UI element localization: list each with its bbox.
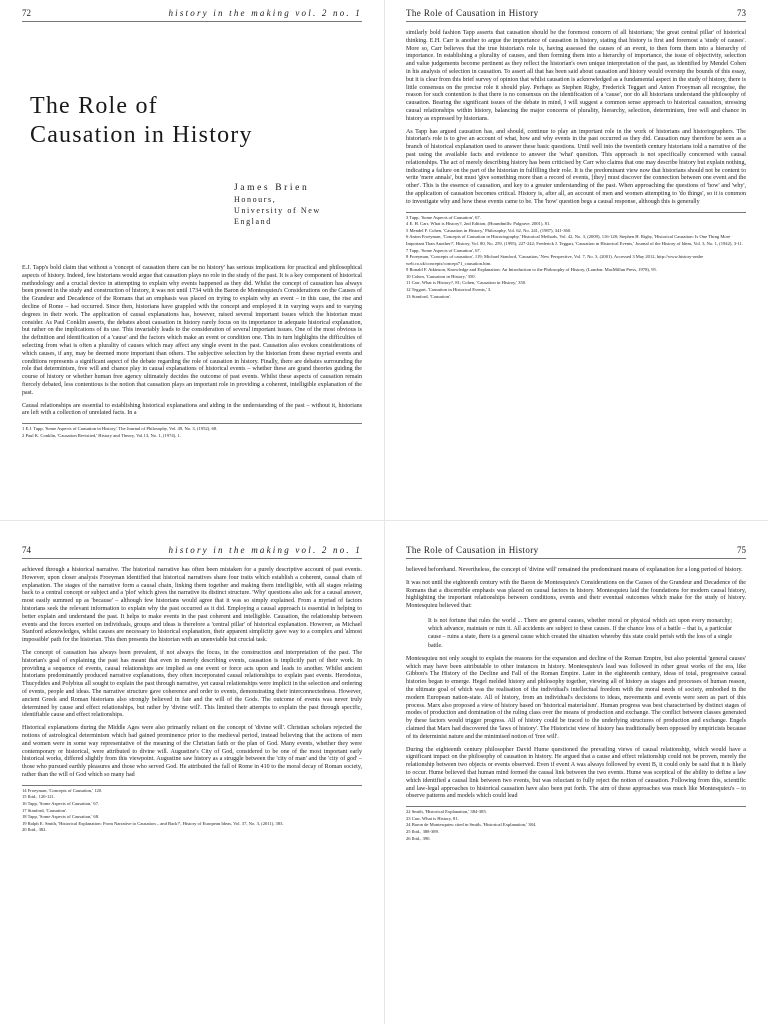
body <box>22 265 362 418</box>
footnote: 26 Ibid., 390. <box>406 835 431 841</box>
paragraph: During the eighteenth century philosopher David Hume questioned the prevailing views of causal relationship, which would have a significant impact on the philosophy of causation in history. He argued that a cause and effect relationship could not be proven, merely the relationship between two objects or events observed. Even if event A was always followed by event B, it could only be said that it is likely to occur. Hume believed that human mind formed the causal link between the two events. Hume was sceptical of the ability to define a law which identified a causal link between two events, but was reluctant to fully reject the notion of causation. Following from this, scientific and law-legal approaches to historical causation have also been put forth. The aim of these approaches was much like Montesquieu's – to observe patterns and models which could lead <box>406 746 746 800</box>
page-header <box>22 8 362 22</box>
footnotes <box>22 423 362 439</box>
author-affiliation: University of New England <box>234 206 321 226</box>
running-head: history in the making vol. 2 no. 1 <box>168 8 362 18</box>
footnote: 20 Ibid., 382. <box>22 827 47 833</box>
paragraph: achieved through a historical narrative. The historical narrative has often been mistaken for a purely descriptive account of past events. However, upon closer analysis Froeyman identified that historical narratives share four traits which establish a coherent, causal chain of explanation. The stages of the narrative form a causal chain, linking them together and making them intelligible, with all stages relating back to a central concept or subject and a 'plot' which gives the narrative its distinct structure. 'Why' questions also ask for a causal answer, most easily summed up as 'because' – although few historians would agree that it was so simply explained. From a myriad of factors historians seek the relevant information to explain why the past occurred as it did. Employing a causal approach is essential in helping to better explain and understand the past. It helps to make events in the past coherent and intelligible. Causation, the relationship between events and the forces exerted on individuals, groups and ideas is therefore a 'central pillar' of historical explanation. However, as Michael Stanford acknowledges, whilst causes are necessary to historical explanation, their apparent simplicity gave way to a complex and 'almost impossible' path for the historian. This then presents the historian with an unenviable but crucial task. <box>22 567 362 644</box>
footnote: 2 Paul K. Conklin, 'Causation Revisited,' History and Theory, Vol.13, No. 1, (1974), 1. <box>22 432 181 438</box>
footnote: 14 Froeyman, 'Concepts of Causation,' 120. <box>22 787 103 793</box>
footnote: 4 E. H. Carr, What is History?, 2nd Edition, (Houndmills: Palgrave, 2001), 81. <box>406 221 551 227</box>
body <box>406 567 746 801</box>
footnotes <box>406 806 746 842</box>
footnote: 15 Ibid., 120-121. <box>22 794 56 800</box>
page-number: 74 <box>22 545 31 555</box>
author-block <box>234 183 362 227</box>
paragraph: As Tapp has argued causation has, and should, continue to play an important role in the work of historians and historiographers. The historian's role is to give an account of what, how and why events in the past occurred as they did. Causation may therefore be seen as a branch of historical explanation used to answer these basic questions. Until well into the twentieth century historians told a narrative of the past using the available facts and evidence to answer the 'what' question. This approach is not specifically concerned with causal relationships. The act of merely describing history has been criticised by Carr who claims that one may describe history but explain nothing, indicating a failure on the part of the historian in fulfilling their role. It is the predominant view now that historians should not be content to write 'mere annals', but must 'give something more than a record of events, [they] must discover the connection between one event and the other'. This is the essence of causation, and key to a greater understanding of the past. When approaching the questions of 'how' and 'why', the application of causation becomes critical. History is, after all, an account of men and women attempting to 'do things', so it is common to investigate why and how these events came to be. The 'how' question begs a causal response, although this is generally <box>406 128 746 205</box>
paragraph: Historical explanations during the Middle Ages were also primarily reliant on the concept of 'divine will'. Christian scholars rejected the notions of astrological determinism which had gained prominence prior to the medieval period, instead believing that the actions of men and women were in some way representative of the meaning of the Christian faith or the plan of God. Many events, whether they were contemporary or historical, were attributed to divine will. Augustine's City of God, considered to be one of the most important early historical works, differed slightly from this viewpoint. Augustine saw history as a struggle between the 'city of man' and the 'city of god' – those who pursued earthly pleasures and those who served God. He attributed the fall of Rome in 410 to the moral decay of Roman society, rather than the will of God which so many had <box>22 725 362 778</box>
page-73 <box>406 8 746 498</box>
title-line-1: The Role of <box>30 93 158 119</box>
footnote: 19 Ralph E. Smith, 'Historical Explanation: From Narrative to Causation – and Back?', History of European Ideas, Vol. 37, No. 3, (2011), 383. <box>22 820 284 826</box>
footnote: 10 Cohen, 'Causation in History,' 350. <box>406 273 476 279</box>
page-number: 72 <box>22 8 31 18</box>
running-head: The Role of Causation in History <box>406 545 539 555</box>
footnotes <box>22 785 362 834</box>
title-line-2: Causation in History <box>30 122 253 148</box>
footnote: 13 Stanford, 'Causation'. <box>406 293 452 299</box>
paragraph: The concept of causation has always been prevalent, if not always the focus, in the construction and interpretation of the past. The historian's goal of explaining the past has meant that even in merely describing events, causation is implicitly part of their work. In providing a sequence of events, causal relationships are implied as one event or force acts upon and leads to another. Whilst ancient historians predominantly produced narrative explanations, they often incorporated causal relationships to explain past events. Herodotus, Thucydides and Polybius all sought to explain the past through narrative, yet causal relationships were implicit in the selection and ordering of events, people and ideas. The narrative structure gave coherence and order to events, demonstrating their interconnectedness. However, ancient Greek and Roman historians also strongly believed in fate and the will of the Gods. The outcome of events was never truly determined by cause and effect relationships, but rather by 'divine will'. This limited their attempts to explain the past through specific, identifiable cause and effect relationships. <box>22 649 362 719</box>
footnote: 12 Teggart, 'Causation in Historical Events,' 3. <box>406 287 492 293</box>
paragraph: Causal relationships are essential to establishing historical explanations and aiding in the understanding of the past – without it, historians are left with a collection of unrelated facts. In a <box>22 402 362 417</box>
paragraph: It was not until the eighteenth century with the Baron de Montesquieu's Considerations on the Causes of the Grandeur and Decadence of the Romans that a discernible emphasis was placed on causal factors in history. Montesquieu laid the foundations for modern causal history, highlighting the important relationships between conditions, events and their eventual outcomes which make for the study of history. Montesquieu believed that: <box>406 579 746 610</box>
paragraph: similarly bold fashion Tapp asserts that causation should be the foremost concern of all historians; 'the great central pillar' of historical thinking. E.H. Carr is another to argue the importance of causation in history, stating that history is first and foremost a 'study of causes'. More so, Carr believes that the true historian's role is, having assessed the causes of an event, to then form them into a hierarchy of importance. In establishing a plurality of causes, and then forming them into a hierarchy of importance, the issue of objectivity, selection and value judgements become pertinent as they reflect the historian's own unique interpretation of the past, as identified by Mendel Cohen in his analysis of selection in causation. To assert all that has been said about causation and history would overstep the bounds of this essay, but it is clear from this brief survey of opinion that whilst causation is acknowledged as a fundamental aspect in the study of history, there is little consensus on the precise role it should play. Perhaps as Stephen Rigby, Frederick Teggart and Anton Froeyman all recognise, the reason for such contention is that there is no consensus on the identification of a 'cause', nor do all historians understand the philosophy of causation. Bearing the significant issues of the debate in mind, I will suggest a common sense approach to historical causation, stressing causal relationships within history, balancing the major concerns of plurality, hierarchy, selection, determinism, free will and chance in history as expressed by historians. <box>406 30 746 122</box>
footnote: 18 Tapp, 'Some Aspects of Causation,' 68. <box>22 814 100 820</box>
spread-gutter <box>384 0 385 1024</box>
body <box>406 30 746 207</box>
footnote: 5 Mendel F. Cohen, 'Causation in History,' Philosophy, Vol. 62, No. 241, (1987), 341-360. <box>406 227 572 233</box>
footnote: 3 Tapp, 'Some Aspects of Causation', 67. <box>406 214 481 220</box>
page-75 <box>406 545 746 1035</box>
footnote: 17 Stanford, 'Causation'. <box>22 807 68 813</box>
page-header <box>406 8 746 22</box>
block-quote: It is not fortune that rules the world ... There are general causes, whether moral or physical which act upon every monarchy; which advance, maintain or ruin it. All accidents are subject to these causes. If the chance loss of a battle – that is, a particular cause – ruins a state, there is a general cause which created the situation whereby this state could perish with the loss of a single battle. <box>428 617 732 649</box>
page-number: 73 <box>737 8 746 18</box>
article-title <box>30 92 362 150</box>
paragraph: E.J. Tapp's bold claim that without a 'concept of causation there can be no history' has serious implications for practical and philosophical aspects of history. Indeed, few historians would argue that causation plays no role in the study of the past. It is a key component of historical methodology and a crucial device in attempting to explain why events happened as they did. Whilst the concept of causation has always been present in the study and construction of history, it was not until 1734 with the Baron de Montesquieu's Considerations on the Causes of the Grandeur and Decadence of the Romans that an emphasis was placed on trying to explain why an event – in this case, the rise and decline of Rome – had occurred. Since then, historians have grappled with the concept and employed it in varying ways and to varying degrees in their work. The application of causal explanations has, however, raised several important issues which the historian must consider. As Paul Conklin asserts, the debates about causation in history rarely focus on its importance in adequate historical explanation, but rather on the implications of its use. This invariably leads to the consideration of several important issues. One of the most obvious is the definition and identification of a 'cause' and the factors which make an event or condition one. This in turn highlights the difficulties of selecting from what is often a plurality of causes which may affect any single event in the past. Causation also evokes considerations of which causes, if any, may be deemed more important than others. The subjective selection by the historian from these myriad events and conditions represents a significant aspect of the debate regarding the role of causation in history. Finally, there are debates surrounding the role that determinism, free will and chance play in causal explanations of historical events – whether these are grand theories guiding the course of history or whether human free agency ultimately decides the outcome of past events. Whilst these aspects of causation remain fiercely debated, less contentious is the notion that causation plays an important role in providing a coherent, intelligible explanation of the past. <box>22 265 362 396</box>
author-name: James Brien <box>234 183 310 193</box>
paragraph: Montesquieu not only sought to explain the reasons for the expansion and decline of the Roman Empire, but also potential 'general causes' which may have been attributable to other instances in history. Montesquieu's lead was followed in other great works of the era, like Gibbon's The History of the Decline and Fall of the Roman Empire. Later in the eighteenth century, ideas of total, progressive causal histories began to emerge. Hegel melded history and philosophy together, viewing all of history as stages and processes of human reason, the ultimate goal of which was the realisation of the individual's intellectual freedom with the moral needs of society, embodied in the modern European nation-state. All of history, from an individual's decisions to ideas, movements and events were seen as part of this process. Marx also proposed a view of history based on 'historical materialism'. Human progress was best characterised by distinct stages of modes of production and domination of the ruling class over the means of production and exchange. The conflict between classes generated by these factors would trigger progress. All of history could be traced to the underlying structures of production and exchange. Engels claimed that Marx had discovered the 'laws of history'. The Historicist view of history has traditionally been opposed by empiricists because of its determinist nature and the minimised notion of 'free will'. <box>406 655 746 740</box>
spread-separator <box>0 520 768 521</box>
page-header <box>406 545 746 559</box>
footnote: 6 Anton Froeyman, 'Concepts of Causation in Historiography,' Historical Methods, Vol. 42, No. 3, (2009), 116-128; Stephen H. Rigby, 'Historical Causation: Is One Thing More Important Than Another?', History, Vol. 80, No. 259, (1995), 227-242; Frederick J. Teggart, 'Causation in Historical Events,' Journal of the History of Ideas, Vol. 3, No. 1, (1942), 3-11. <box>406 234 744 246</box>
footnote: 25 Ibid., 388-389. <box>406 828 440 834</box>
footnote: 9 Ronald F. Atkinson, Knowledge and Explanation: An Introduction to the Philosophy of History, (London: MacMillan Press, 1978), 95. <box>406 267 657 273</box>
author-degree: Honours, <box>234 195 277 204</box>
footnote: 24 Baron de Montesquieu cited in Smith, 'Historical Explanation,' 384. <box>406 822 537 828</box>
page-number: 75 <box>737 545 746 555</box>
footnote: 16 Tapp, 'Some Aspects of Causation,' 67. <box>22 800 100 806</box>
footnote: 1 E.J. Tapp, 'Some Aspects of Causation in History,' The Journal of Philosophy, Vol. 49, No. 3, (1952), 68. <box>22 426 218 432</box>
page-header <box>22 545 362 559</box>
page-74 <box>22 545 362 1035</box>
body <box>22 567 362 780</box>
footnotes <box>406 212 746 301</box>
running-head: history in the making vol. 2 no. 1 <box>168 545 362 555</box>
footnote: 8 Froeyman, 'Concepts of causation', 119; Michael Stanford, 'Causation,' New Perspective, Vol. 7, No. 3, (2001). Accessed 3 May 2012, http://www.history-onthe web.co.uk/concepts/concept71_causation.htm. <box>406 254 704 266</box>
running-head: The Role of Causation in History <box>406 8 539 18</box>
footnote: 11 Carr, What is History?, 81; Cohen, 'Causation in History,' 350. <box>406 280 527 286</box>
footnote: 7 Tapp, 'Some Aspects of Causation', 67. <box>406 247 481 253</box>
footnote: 23 Carr, What is History, 81. <box>406 815 459 821</box>
page-72 <box>22 8 362 498</box>
paragraph: believed beforehand. Nevertheless, the concept of 'divine will' remained the predominant means of explanation for a long period of history. <box>406 567 743 573</box>
footnote: 22 Smith, 'Historical Explanation,' 384-385. <box>406 809 487 815</box>
